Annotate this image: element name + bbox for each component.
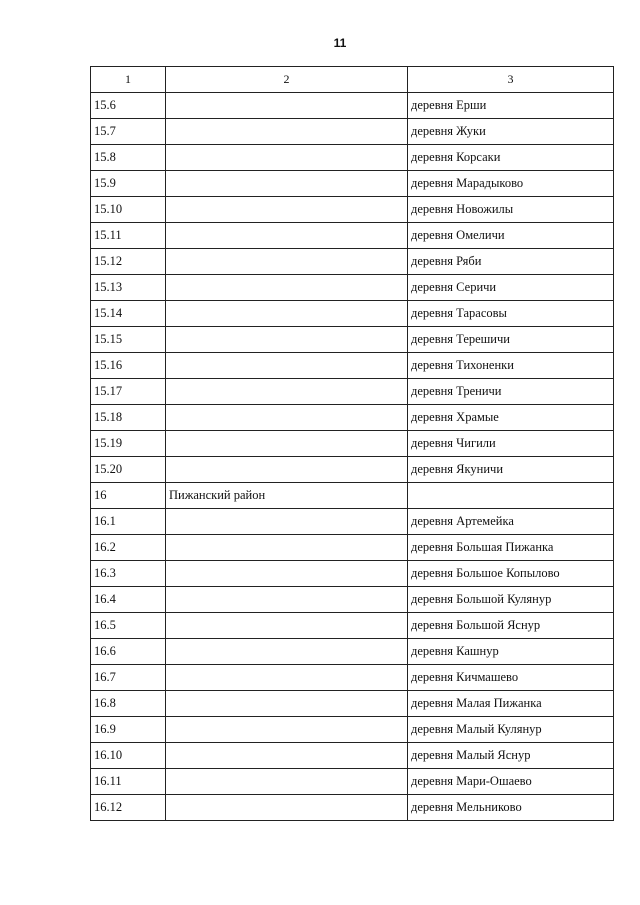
settlement-cell: деревня Жуки [408, 119, 614, 145]
table-row [91, 509, 614, 535]
table-row [91, 327, 614, 353]
settlement-cell: деревня Большое Копылово [408, 561, 614, 587]
district-cell [166, 561, 408, 587]
table-row [91, 691, 614, 717]
table-row [91, 379, 614, 405]
table-row [91, 561, 614, 587]
district-cell [166, 457, 408, 483]
district-cell [166, 509, 408, 535]
settlement-cell: деревня Мари-Ошаево [408, 769, 614, 795]
row-number-cell: 15.7 [91, 119, 166, 145]
district-cell [166, 119, 408, 145]
district-cell [166, 249, 408, 275]
table-row [91, 743, 614, 769]
row-number-cell: 16.9 [91, 717, 166, 743]
table-body [91, 93, 614, 821]
row-number-cell: 16.11 [91, 769, 166, 795]
table-header-row [91, 67, 614, 93]
table-row [91, 665, 614, 691]
row-number-cell: 16.8 [91, 691, 166, 717]
table-row [91, 145, 614, 171]
row-number-cell: 15.15 [91, 327, 166, 353]
settlement-cell: деревня Новожилы [408, 197, 614, 223]
table-row [91, 301, 614, 327]
table-row [91, 249, 614, 275]
district-cell [166, 275, 408, 301]
table-row [91, 119, 614, 145]
row-number-cell: 15.11 [91, 223, 166, 249]
settlement-cell: деревня Терешичи [408, 327, 614, 353]
table-row [91, 613, 614, 639]
settlement-cell: деревня Кичмашево [408, 665, 614, 691]
district-cell [166, 743, 408, 769]
table-row [91, 93, 614, 119]
district-cell [166, 431, 408, 457]
settlement-cell: деревня Тихоненки [408, 353, 614, 379]
settlement-cell: деревня Ерши [408, 93, 614, 119]
row-number-cell: 16.3 [91, 561, 166, 587]
settlement-cell: деревня Кашнур [408, 639, 614, 665]
district-cell [166, 145, 408, 171]
settlement-cell: деревня Артемейка [408, 509, 614, 535]
district-cell [166, 639, 408, 665]
row-number-cell: 16.2 [91, 535, 166, 561]
table-row [91, 769, 614, 795]
table-row [91, 587, 614, 613]
row-number-cell: 16.12 [91, 795, 166, 821]
table-row [91, 717, 614, 743]
district-cell [166, 405, 408, 431]
column-header-1: 1 [91, 67, 166, 93]
row-number-cell: 15.13 [91, 275, 166, 301]
settlement-cell: деревня Храмые [408, 405, 614, 431]
column-header-2: 2 [166, 67, 408, 93]
settlement-cell: деревня Большой Кулянур [408, 587, 614, 613]
table-row [91, 405, 614, 431]
district-cell [166, 613, 408, 639]
table-row [91, 457, 614, 483]
district-cell [166, 795, 408, 821]
district-cell [166, 327, 408, 353]
district-cell [166, 691, 408, 717]
table-row [91, 223, 614, 249]
table-row [91, 431, 614, 457]
row-number-cell: 15.16 [91, 353, 166, 379]
settlement-cell: деревня Ряби [408, 249, 614, 275]
settlement-cell: деревня Тарасовы [408, 301, 614, 327]
district-cell [166, 93, 408, 119]
settlement-cell: деревня Треничи [408, 379, 614, 405]
row-number-cell: 15.12 [91, 249, 166, 275]
district-cell [166, 171, 408, 197]
row-number-cell: 16.5 [91, 613, 166, 639]
district-cell [166, 197, 408, 223]
district-cell: Пижанский район [166, 483, 408, 509]
table-row [91, 483, 614, 509]
district-cell [166, 665, 408, 691]
settlement-cell: деревня Большая Пижанка [408, 535, 614, 561]
settlement-cell: деревня Якуничи [408, 457, 614, 483]
settlement-cell: деревня Серичи [408, 275, 614, 301]
table-row [91, 275, 614, 301]
table-row [91, 197, 614, 223]
district-cell [166, 301, 408, 327]
row-number-cell: 15.6 [91, 93, 166, 119]
row-number-cell: 15.17 [91, 379, 166, 405]
settlement-cell: деревня Марадыково [408, 171, 614, 197]
row-number-cell: 15.9 [91, 171, 166, 197]
settlement-cell [408, 483, 614, 509]
table-row [91, 795, 614, 821]
row-number-cell: 15.18 [91, 405, 166, 431]
settlement-cell: деревня Малый Кулянур [408, 717, 614, 743]
district-cell [166, 223, 408, 249]
settlement-cell: деревня Малый Яснур [408, 743, 614, 769]
district-cell [166, 353, 408, 379]
settlements-table [90, 66, 614, 821]
row-number-cell: 15.10 [91, 197, 166, 223]
district-cell [166, 379, 408, 405]
row-number-cell: 15.20 [91, 457, 166, 483]
table-row [91, 535, 614, 561]
row-number-cell: 16.7 [91, 665, 166, 691]
column-header-3: 3 [408, 67, 614, 93]
settlement-cell: деревня Малая Пижанка [408, 691, 614, 717]
row-number-cell: 16.1 [91, 509, 166, 535]
table-row [91, 171, 614, 197]
settlement-cell: деревня Большой Яснур [408, 613, 614, 639]
district-cell [166, 587, 408, 613]
table-row [91, 639, 614, 665]
settlement-cell: деревня Корсаки [408, 145, 614, 171]
page-number: 11 [333, 36, 347, 50]
row-number-cell: 16.4 [91, 587, 166, 613]
row-number-cell: 15.19 [91, 431, 166, 457]
row-number-cell: 15.14 [91, 301, 166, 327]
table-row [91, 353, 614, 379]
settlement-cell: деревня Омеличи [408, 223, 614, 249]
row-number-cell: 16.6 [91, 639, 166, 665]
settlement-cell: деревня Мельниково [408, 795, 614, 821]
row-number-cell: 16.10 [91, 743, 166, 769]
district-cell [166, 769, 408, 795]
district-cell [166, 717, 408, 743]
settlement-cell: деревня Чигили [408, 431, 614, 457]
row-number-cell: 16 [91, 483, 166, 509]
row-number-cell: 15.8 [91, 145, 166, 171]
district-cell [166, 535, 408, 561]
